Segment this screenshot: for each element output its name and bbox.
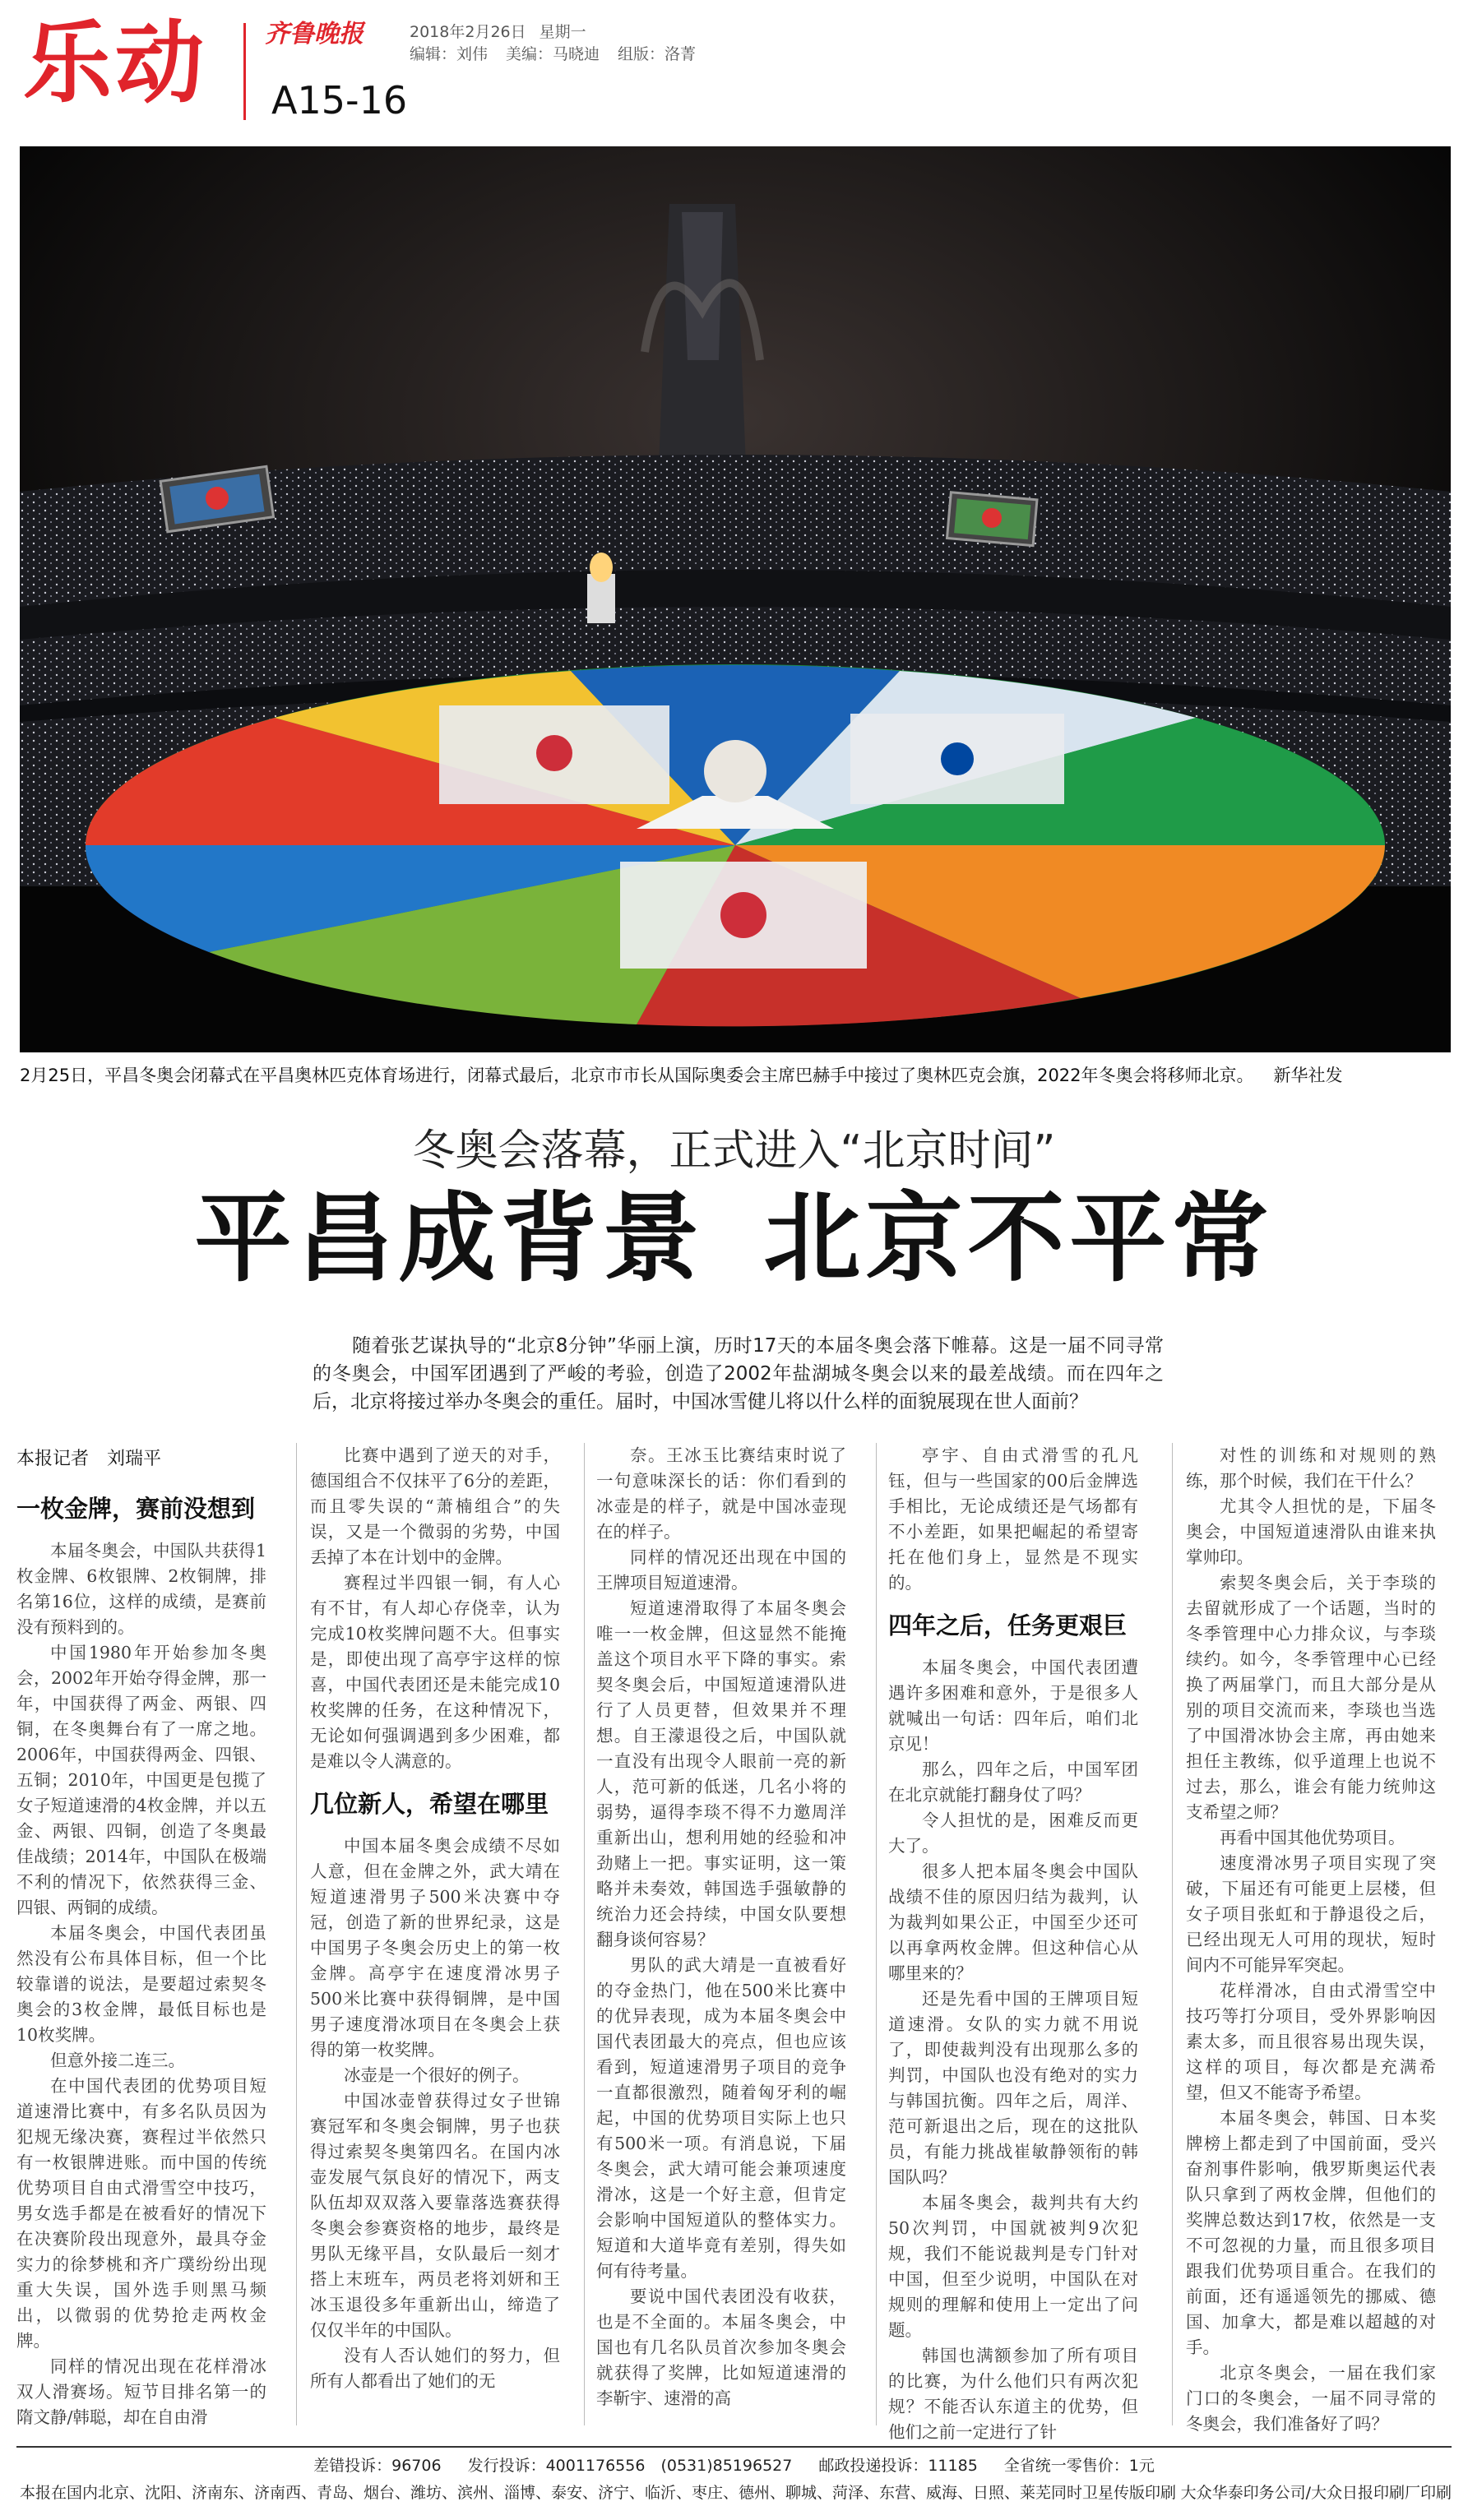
subheading-1: 一枚金牌，赛前没想到 [16, 1495, 256, 1523]
paragraph: 花样滑冰，自由式滑雪空中技巧等打分项目，受外界影响因素太多，而且很容易出现失误，这样的项目，每次都是充满希望，但又不能寄予希望。 [1186, 1981, 1436, 2102]
paragraph: 令人担忧的是，困难反而更大了。 [888, 1810, 1138, 1856]
corrections-hotline: 差错投诉：96706 [313, 2457, 442, 2475]
issue-weekday: 星期一 [539, 23, 586, 41]
paragraph: 中国冰壶曾获得过女子世锦赛冠军和冬奥会铜牌，男子也获得过索契冬奥第四名。在国内冰壶发展气氛良好的情况下，两支队伍却双双落入要靠落选赛获得冬奥会参赛资格的地步，最终是男队无缘平昌，女队最后一刻才搭上末班车，两员老将刘妍和王冰玉退役多年重新出山，缔造了仅仅半年的中国队。 [310, 2091, 560, 2340]
column-divider [1172, 1443, 1173, 2425]
masthead-divider [243, 23, 246, 120]
paragraph: 很多人把本届冬奥会中国队战绩不佳的原因归结为裁判，认为裁判如果公正，中国至少还可以再拿两枚金牌。但这种信心从哪里来的？ [888, 1861, 1138, 1983]
paragraph: 尤其令人担忧的是，下届冬奥会，中国短道速滑队由谁来执掌帅印。 [1186, 1496, 1436, 1567]
subheading-3: 四年之后，任务更艰巨 [888, 1611, 1128, 1639]
column-divider [296, 1443, 297, 2425]
section-title: 乐动 [23, 12, 208, 115]
editor-credit: 编辑：刘伟 [410, 45, 489, 63]
photo-caption-text: 2月25日，平昌冬奥会闭幕式在平昌奥林匹克体育场进行，闭幕式最后，北京市市长从国际奥委会主席巴赫手中接过了奥林匹克会旗，2022年冬奥会将移师北京。 [20, 1066, 1254, 1085]
paragraph: 男队的武大靖是一直被看好的夺金热门，他在500米比赛中的优异表现，成为本届冬奥会中国代表团最大的亮点，但也应该看到，短道速滑男子项目的竞争一直都很激烈，随着匈牙利的崛起，中国的优势项目实际上也只有500米一项。有消息说，下届冬奥会，武大靖可能会兼项速度滑冰，这是一个好主意，但肯定会影响中国短道队的整体实力。短道和大道毕竟有差别，得失如何有待考量。 [596, 1955, 846, 2281]
art-editor-credit: 美编：马晓迪 [506, 45, 600, 63]
print-sites: 本报在国内北京、沈阳、济南东、济南西、青岛、烟台、潍坊、滨州、淄博、泰安、济宁、临沂、枣庄、德州、聊城、菏泽、东营、威海、日照、莱芜同时卫星传版印刷 [20, 2484, 1177, 2502]
ceremony-photo [20, 146, 1451, 1052]
paragraph: 短道速滑取得了本届冬奥会唯一一枚金牌，但这显然不能掩盖这个项目水平下降的事实。索契冬奥会后，中国短道速滑队进行了人员更替，但效果并不理想。自王濛退役之后，中国队就一直没有出现令人眼前一亮的新人，范可新的低迷，几名小将的弱势，逼得李琰不得不力邀周洋重新出山，想利用她的经验和冲劲赌上一把。事实证明，这一策略并未奏效，韩国选手强敏静的统治力还会持续，中国女队要想翻身谈何容易？ [596, 1598, 846, 1949]
article-column-4 [888, 1443, 1138, 2442]
paragraph: 索契冬奥会后，关于李琰的去留就形成了一个话题，当时的冬季管理中心力排众议，与李琰续约。如今，冬季管理中心已经换了两届掌门，而且大部分是从别的项目交流而来，李琰也当选了中国滑冰协会主席，再由她来担任主教练，似乎道理上也说不过去，那么，谁会有能力统帅这支希望之师？ [1186, 1573, 1436, 1822]
page-number: A15-16 [271, 78, 408, 123]
editor-credits [410, 44, 714, 65]
printer-name: 大众华泰印务公司/大众日报印刷厂印刷 [1180, 2484, 1452, 2502]
retail-price: 全省统一零售价：1元 [1003, 2457, 1155, 2475]
article-column-1 [16, 1443, 266, 2425]
paragraph: 但意外接二连三。 [50, 2051, 185, 2070]
column-body [596, 1443, 846, 2411]
footer-divider [16, 2446, 1452, 2448]
subheading-2: 几位新人，希望在哪里 [310, 1790, 549, 1818]
article-column-3 [596, 1443, 846, 2425]
paragraph: 本届冬奥会，中国代表团虽然没有公布具体目标，但一个比较靠谱的说法，是要超过索契冬奥会的3枚金牌，最低目标也是10枚奖牌。 [16, 1923, 266, 2045]
paragraph: 再看中国其他优势项目。 [1220, 1828, 1405, 1847]
paragraph: 速度滑冰男子项目实现了突破，下届还有可能更上层楼，但女子项目张虹和于静退役之后，已经出现无人可用的现状，短时间内不可能异军突起。 [1186, 1853, 1436, 1975]
paragraph: 奈。王冰玉比赛结束时说了一句意味深长的话：你们看到的冰壶是的样子，就是中国冰壶现在的样子。 [596, 1445, 846, 1542]
article-column-2 [310, 1443, 560, 2425]
paragraph: 北京冬奥会，一届在我们家门口的冬奥会，一届不同寻常的冬奥会，我们准备好了吗？ [1186, 2363, 1436, 2434]
newspaper-logo: 齐鲁晚报 [265, 20, 364, 49]
article-column-5 [1186, 1443, 1436, 2434]
postal-hotline: 邮政投递投诉：11185 [818, 2457, 978, 2475]
paragraph: 本届冬奥会，中国代表团遭遇许多困难和意外，于是很多人就喊出一句话：四年后，咱们北京见！ [888, 1658, 1138, 1754]
paragraph: 对性的训练和对规则的熟练，那个时候，我们在干什么？ [1186, 1445, 1436, 1491]
paragraph: 本届冬奥会，韩国、日本奖牌榜上都走到了中国前面，受兴奋剂事件影响，俄罗斯奥运代表队只拿到了两枚金牌，但他们的奖牌总数达到17枚，依然是一支不可忽视的力量，而且很多项目跟我们优势项目重合。在我们的前面，还有遥遥领先的挪威、德国、加拿大，都是难以超越的对手。 [1186, 2108, 1436, 2357]
paragraph: 同样的情况还出现在中国的王牌项目短道速滑。 [596, 1547, 846, 1593]
paragraph: 中国本届冬奥会成绩不尽如人意，但在金牌之外，武大靖在短道速滑男子500米决赛中夺冠，创造了新的世界纪录，这是中国男子冬奥会历史上的第一枚金牌。高亭宇在速度滑冰男子500米比赛中获得铜牌，是中国男子速度滑冰项目在冬奥会上获得的第一枚奖牌。 [310, 1836, 560, 2060]
column-body [16, 1538, 266, 2430]
paragraph: 要说中国代表团没有收获，也是不全面的。本届冬奥会，中国也有几名队员首次参加冬奥会就获得了奖牌，比如短道速滑的李靳宇、速滑的高 [596, 2286, 846, 2408]
paragraph: 亭宇、自由式滑雪的孔凡钰，但与一些国家的00后金牌选手相比，无论成绩还是气场都有不小差距，如果把崛起的希望寄托在他们身上，显然是不现实的。 [888, 1445, 1138, 1593]
ceremony-photo-illustration [20, 146, 1451, 1052]
photo-credit: 新华社发 [1273, 1066, 1343, 1085]
paragraph: 还是先看中国的王牌项目短道速滑。女队的实力就不用说了，即使裁判没有出现那么多的判罚，中国队也没有绝对的实力与韩国抗衡。四年之后，周洋、范可新退出之后，现在的这批队员，有能力挑战崔敏静领衔的韩国队吗？ [888, 1989, 1138, 2187]
paragraph: 韩国也满额参加了所有项目的比赛，为什么他们只有两次犯规？不能否认东道主的优势，但他们之前一定进行了针 [888, 2346, 1138, 2442]
paragraph: 同样的情况出现在花样滑冰双人滑赛场。短节目排名第一的隋文静/韩聪，却在自由滑 [16, 2356, 266, 2427]
headline-part-b: 北京不平常 [763, 1181, 1274, 1295]
footer-contacts [0, 2454, 1468, 2477]
paragraph: 本届冬奥会，中国队共获得1枚金牌、6枚银牌、2枚铜牌，排名第16位，这样的成绩，是赛前没有预料到的。 [16, 1541, 266, 1637]
column-divider [584, 1443, 585, 2425]
paragraph: 在中国代表团的优势项目短道速滑比赛中，有多名队员因为犯规无缘决赛，赛程过半依然只有一枚银牌进账。而中国的传统优势项目自由式滑雪空中技巧，男女选手都是在被看好的情况下在决赛阶段出现意外，最具夺金实力的徐梦桃和齐广璞纷纷出现重大失误，国外选手则黑马频出，以微弱的优势抢走两枚金牌。 [16, 2076, 266, 2351]
issue-date: 2018年2月26日 [410, 23, 526, 41]
paragraph: 本届冬奥会，裁判共有大约50次判罚，中国就被判9次犯规，我们不能说裁判是专门针对中国，但至少说明，中国队在对规则的理解和使用上一定出了问题。 [888, 2193, 1138, 2340]
paragraph: 中国1980年开始参加冬奥会，2002年开始夺得金牌，那一年，中国获得了两金、两银、四铜，在冬奥舞台有了一席之地。2006年，中国获得两金、四银、五铜；2010年，中国更是包揽了女子短道速滑的4枚金牌，并以五金、两银、四铜，创造了冬奥最佳战绩；2014年，中国队在极端不利的情况下，依然获得三金、四银、两铜的成绩。 [16, 1643, 266, 1917]
column-divider [876, 1443, 877, 2425]
headline-kicker: 冬奥会落幕，正式进入“北京时间” [412, 1126, 1056, 1176]
headline-part-a: 平昌成背景 [194, 1181, 705, 1295]
photo-caption [20, 1061, 1451, 1090]
column-body [1186, 1443, 1436, 2437]
distribution-hotline: 发行投诉：4001176556 (0531)85196527 [467, 2457, 793, 2475]
masthead [0, 0, 1468, 140]
paragraph: 冰壶是一个很好的例子。 [344, 2065, 530, 2085]
byline: 本报记者 刘瑞平 [16, 1449, 162, 1469]
paragraph: 那么，四年之后，中国军团在北京就能打翻身仗了吗？ [888, 1759, 1138, 1805]
paragraph: 赛程过半四银一铜，有人心有不甘，有人却心存侥幸，认为完成10枚奖牌问题不大。但事实是，即使出现了高亭宇这样的惊喜，中国代表团还是未能完成10枚奖牌的任务，在这种情况下，无论如何强调遇到多少困难，都是难以令人满意的。 [310, 1573, 560, 1771]
issue-date-line [410, 21, 600, 43]
paragraph: 比赛中遇到了逆天的对手，德国组合不仅抹平了6分的差距，而且零失误的“萧楠组合”的失误，又是一个微弱的劣势，中国丢掉了本在计划中的金牌。 [310, 1445, 560, 1567]
column-body [310, 1443, 560, 2394]
paragraph: 没有人否认她们的努力，但所有人都看出了她们的无 [310, 2346, 560, 2391]
main-headline [0, 1181, 1468, 1296]
lead-paragraph: 随着张艺谋执导的“北京8分钟”华丽上演，历时17天的本届冬奥会落下帷幕。这是一届不同寻常的冬奥会，中国军团遇到了严峻的考验，创造了2002年盐湖城冬奥会以来的最差战绩。而在四年之后，北京将接过举办冬奥会的重任。届时，中国冰雪健儿将以什么样的面貌展现在世人面前？ [313, 1335, 1164, 1413]
layout-editor-credit: 组版：洛菁 [618, 45, 697, 63]
column-body [888, 1443, 1138, 2445]
